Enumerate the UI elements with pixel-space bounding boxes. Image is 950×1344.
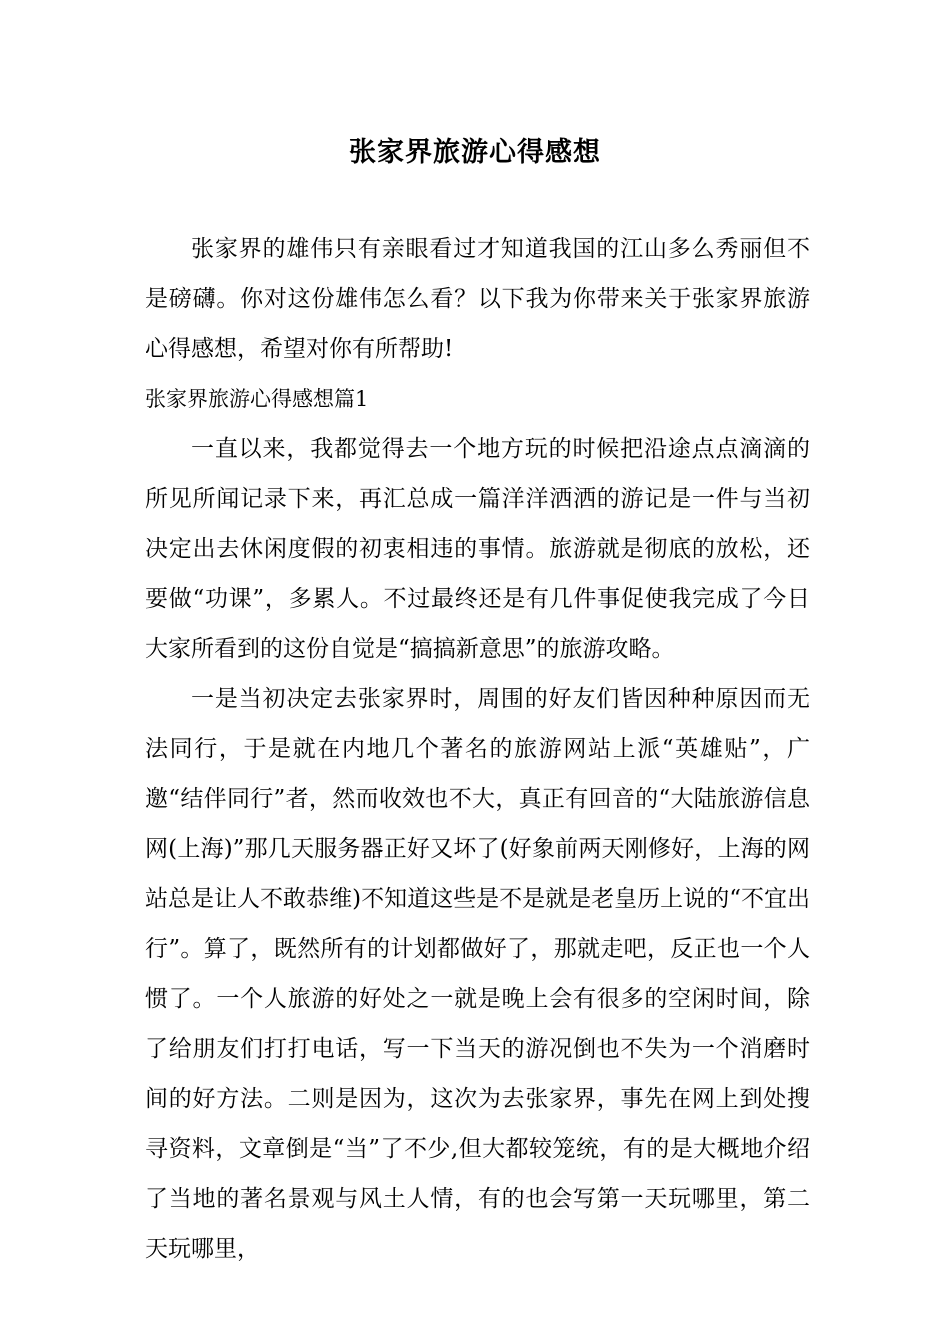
document-title: 张家界旅游心得感想 [349, 137, 601, 168]
intro-paragraph: 张家界的雄伟只有亲眼看过才知道我国的江山多么秀丽但不是磅礴。你对这份雄伟怎么看？以下我为你带来关于张家界旅游心得感想，希望对你有所帮助! [145, 236, 810, 362]
body-paragraph-2: 一是当初决定去张家界时，周围的好友们皆因种种原因而无法同行，于是就在内地几个著名的旅游网站上派“英雄贴”，广邀“结伴同行”者，然而收效也不大，真正有回音的“大陆旅游信息网(上海)”那几天服务器正好又坏了(好象前两天刚修好，上海的网站总是让人不敢恭维)不知道这些是不是就是老皇历上说的“不宜出行”。算了，既然所有的计划都做好了，那就走吧，反正也一个人惯了。一个人旅游的好处之一就是晚上会有很多的空闲时间，除了给朋友们打打电话，写一下当天的游况倒也不失为一个消磨时间的好方法。二则是因为，这次为去张家界，事先在网上到处搜寻资料，文章倒是“当”了不少,但大都较笼统，有的是大概地介绍了当地的著名景观与风土人情，有的也会写第一天玩哪里，第二天玩哪里， [145, 686, 810, 1262]
body-paragraph-1: 一直以来，我都觉得去一个地方玩的时候把沿途点点滴滴的所见所闻记录下来，再汇总成一篇洋洋洒洒的游记是一件与当初决定出去休闲度假的初衷相违的事情。旅游就是彻底的放松，还要做“功课”，多累人。不过最终还是有几件事促使我完成了今日大家所看到的这份自觉是“搞搞新意思”的旅游攻略。 [145, 436, 810, 662]
document-body [145, 224, 810, 1274]
section-heading: 张家界旅游心得感想篇1 [145, 387, 369, 411]
